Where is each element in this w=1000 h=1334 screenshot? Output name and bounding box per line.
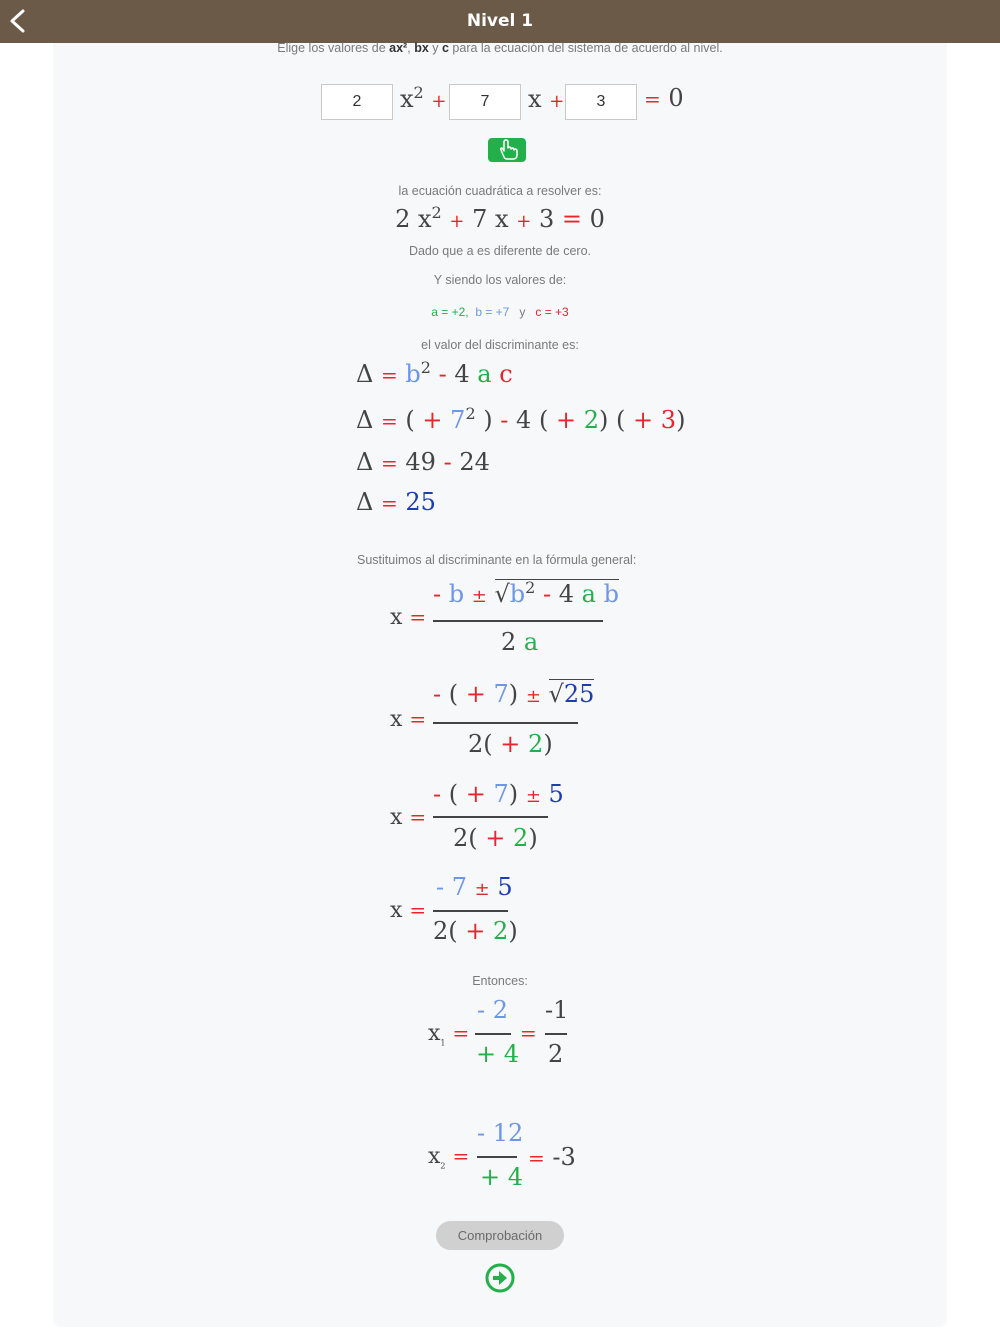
solution-2-fraction-bar: [477, 1156, 517, 1158]
hand-pointer-icon: [488, 138, 526, 162]
solution-1-fraction-bar: [475, 1033, 511, 1035]
solution-1-numerator: - 2: [477, 996, 509, 1024]
values-label: Y siendo los valores de:: [433, 273, 567, 287]
coefficient-c-input[interactable]: [565, 84, 637, 120]
formula-3-fraction-bar: [433, 816, 548, 818]
formula-2-x: x =: [390, 707, 427, 732]
x-label: x +: [528, 85, 565, 113]
solution-2-denominator: + 4: [480, 1163, 524, 1191]
quadratic-equation: 2 $x^2 + 7$ x + 3 = 0: [395, 203, 605, 233]
formula-4-numerator: - 7 ± 5: [436, 873, 513, 901]
x-squared-label: $x^2$ +: [400, 83, 447, 113]
discriminant-line-4: Δ = 25: [356, 488, 436, 516]
solution-1-result-bar: [545, 1033, 567, 1035]
substitution-label: Sustituimos al discriminante en la fórmula general:: [357, 553, 637, 567]
coefficient-a-input[interactable]: [321, 84, 393, 120]
discriminant-line-1: $\Delta = b^2 - 4$ a c: [356, 358, 513, 388]
equals-zero-label: = 0: [644, 84, 684, 112]
coefficient-values: a = +2, b = +7 y c = +3: [431, 305, 569, 319]
formula-1-numerator: - $b \pm √b^2 - 4$ a b: [433, 578, 619, 608]
solution-1-label: $x_1$ =: [428, 1021, 470, 1048]
formula-4-fraction-bar: [433, 910, 508, 912]
formula-2-denominator: 2( + 2): [468, 730, 553, 758]
formula-3-x: x =: [390, 805, 427, 830]
solution-2-result: = -3: [528, 1143, 576, 1171]
discriminant-line-2: Δ = ( + $7^2$ ) - 4 ( + 2) ( + 3): [356, 404, 686, 434]
discriminant-label: el valor del discriminante es:: [421, 338, 579, 352]
check-button[interactable]: Comprobación: [436, 1221, 564, 1250]
formula-3-denominator: 2( + 2): [453, 824, 538, 852]
solution-1-result-numerator: -1: [545, 996, 569, 1024]
discriminant-line-3: Δ = 49 - 24: [356, 448, 490, 476]
formula-1-x: x =: [390, 605, 427, 630]
formula-3-numerator: - ( + 7) ± 5: [433, 780, 564, 808]
instruction-text: Elige los valores de ax², bx y c para la ecuación del sistema de acuerdo al nivel.: [277, 41, 723, 55]
then-label: Entonces:: [472, 974, 528, 988]
formula-1-denominator: 2 a: [501, 628, 539, 656]
header-bar: [0, 0, 1000, 43]
coefficient-b-input[interactable]: [449, 84, 521, 120]
solution-1-result-denominator: 2: [548, 1040, 564, 1068]
formula-4-x: x =: [390, 898, 427, 923]
solution-1-denominator: + 4: [476, 1040, 520, 1068]
quadratic-label: la ecuación cuadrática a resolver es:: [398, 184, 602, 198]
formula-2-fraction-bar: [433, 722, 578, 724]
formula-2-numerator: - ( + 7) ± √25: [433, 680, 595, 708]
solution-2-numerator: - 12: [477, 1119, 524, 1147]
page-title: Nivel 1: [466, 11, 534, 31]
formula-4-denominator: 2( + 2): [433, 917, 518, 945]
formula-1-fraction-bar: [433, 620, 603, 622]
solution-2-label: $x_2$ =: [428, 1144, 470, 1171]
solve-button[interactable]: [488, 138, 526, 162]
solution-1-equals: =: [520, 1021, 537, 1045]
arrow-circle-right-icon[interactable]: [485, 1263, 515, 1293]
nonzero-note: Dado que a es diferente de cero.: [408, 244, 592, 258]
